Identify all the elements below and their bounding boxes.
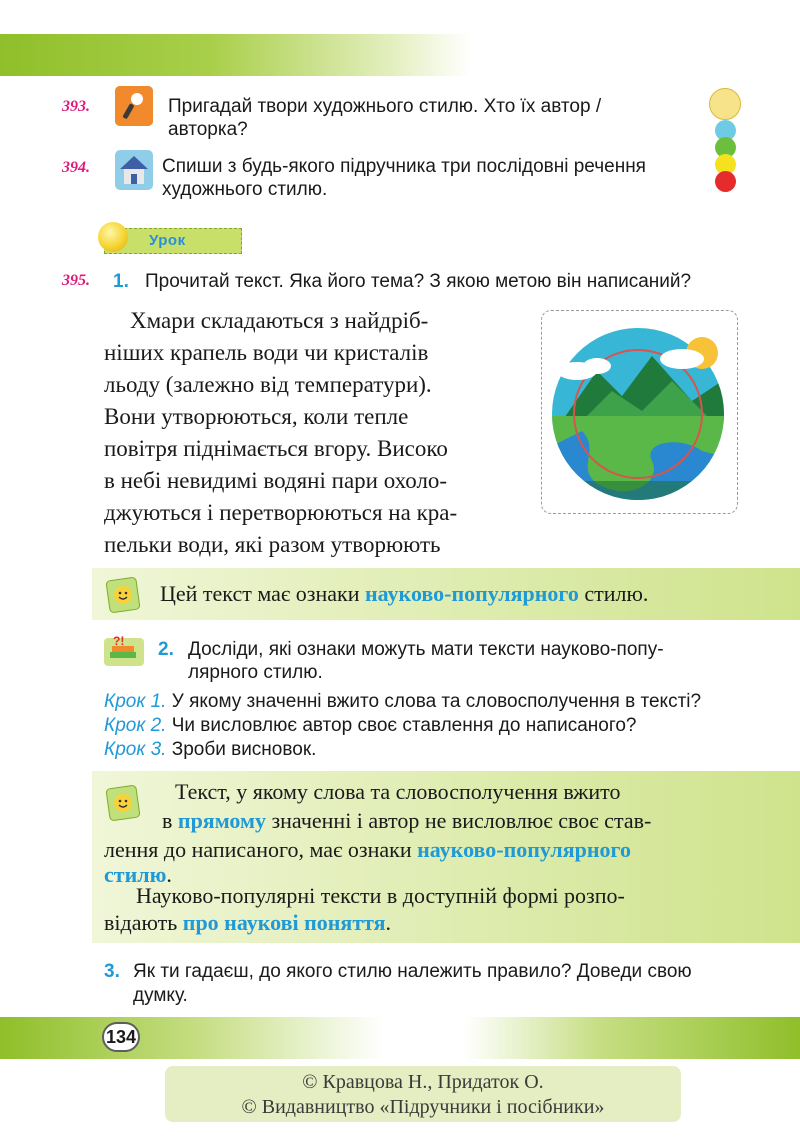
step-3-label: Крок 3. (104, 739, 167, 760)
rule-2-line5: Науково-популярні тексти в доступній формі розпо- (136, 883, 625, 908)
step-1 (104, 690, 701, 714)
illustration-frame (541, 310, 738, 514)
top-decor-band (0, 34, 470, 76)
exercise-number-395: 395. (62, 272, 90, 289)
task-2-line2: лярного стилю. (188, 662, 323, 683)
exercise-number-394: 394. (62, 159, 90, 176)
rule-2-line1: Текст, у якому слова та словосполучення вжито (175, 779, 621, 804)
task-1-text: Прочитай текст. Яка його тема? З якою метою він написаний? (145, 271, 692, 292)
rule-2-l2-after: значенні і автор не висловлює своє став- (265, 808, 652, 833)
step-2-label: Крок 2. (104, 715, 167, 736)
svg-text:?!: ?! (113, 634, 125, 648)
passage-line-4: Вони утворюються, коли тепле (104, 404, 409, 429)
smiley-note-icon-2 (105, 784, 141, 822)
passage-line-1: Хмари складаються з найдріб- (130, 308, 429, 333)
water-cycle-illustration (542, 311, 739, 515)
copyright-line1: © Кравцова Н., Придаток О. (302, 1071, 544, 1093)
step-1-text: У якому значенні вжито слова та словосполучення в тексті? (166, 691, 702, 712)
smiley-note-icon (105, 576, 141, 614)
task-3-line1: Як ти гадаєш, до якого стилю належить правило? Доведи свою (133, 961, 692, 982)
passage-line-6: в небі невидимі водяні пари охоло- (104, 468, 448, 493)
rule-2-l4-after: . (166, 862, 172, 887)
passage-line-5: повітря піднімається вгору. Високо (104, 436, 448, 461)
rule-1-highlight: науково-популярного (365, 581, 579, 606)
lesson-tag-label: Урок (149, 232, 186, 249)
rule-2-line6 (104, 907, 391, 939)
exercise-393-line1: Пригадай твори художнього стилю. Хто їх автор / (168, 96, 602, 117)
step-3 (104, 738, 316, 762)
passage-line-7: джуються і перетворюються на кра- (104, 500, 458, 525)
passage-line-2: ніших крапель води чи кристалів (104, 340, 429, 365)
rule-2-line3 (104, 834, 631, 866)
exercise-394-line2: художнього стилю. (162, 179, 328, 200)
rule-1-text (160, 578, 648, 610)
step-1-label: Крок 1. (104, 691, 167, 712)
research-books-icon (104, 632, 140, 670)
caterpillar-icon (705, 82, 745, 192)
step-2-text: Чи висловлює автор своє ставлення до написаного? (166, 715, 637, 736)
rule-2-l6-after: . (385, 910, 392, 935)
step-2 (104, 714, 636, 738)
task-3-line2: думку. (133, 985, 188, 1006)
passage-line-3: льоду (залежно від температури). (104, 372, 432, 397)
microphone-icon (115, 86, 153, 126)
rule-2-line2 (162, 805, 651, 837)
exercise-number-393: 393. (62, 98, 90, 115)
rule-2-l2-before: в (162, 808, 178, 833)
rule-1-after: стилю. (578, 581, 649, 606)
task-3-number: 3. (104, 961, 120, 982)
lightbulb-icon (98, 222, 128, 252)
copyright-line2: © Видавництво «Підручники і посібники» (241, 1096, 605, 1118)
task-1-number: 1. (113, 271, 129, 292)
rule-2-l3-highlight: науково-популярного (417, 837, 631, 862)
rule-2-l3-before: лення до написаного, має ознаки (104, 837, 418, 862)
exercise-394-line1: Спиши з будь-якого підручника три послідовні речення (162, 156, 646, 177)
task-2-line1: Досліди, які ознаки можуть мати тексти науково-попу- (188, 639, 664, 660)
passage-line-8: пельки води, які разом утворюють (104, 532, 441, 557)
rule-1-before: Цей текст має ознаки (160, 581, 365, 606)
step-3-text: Зроби висновок. (166, 739, 317, 760)
rule-2-l4-highlight: стилю (104, 862, 167, 887)
house-icon (115, 150, 153, 190)
rule-2-l2-highlight: прямому (177, 808, 266, 833)
copyright-box (165, 1066, 681, 1122)
task-2-number: 2. (158, 639, 174, 660)
page-number: 134 (102, 1022, 140, 1052)
rule-2-l6-highlight: про наукові поняття (182, 910, 386, 935)
rule-2-l6-before: відають (104, 910, 183, 935)
exercise-393-line2: авторка? (168, 119, 248, 140)
